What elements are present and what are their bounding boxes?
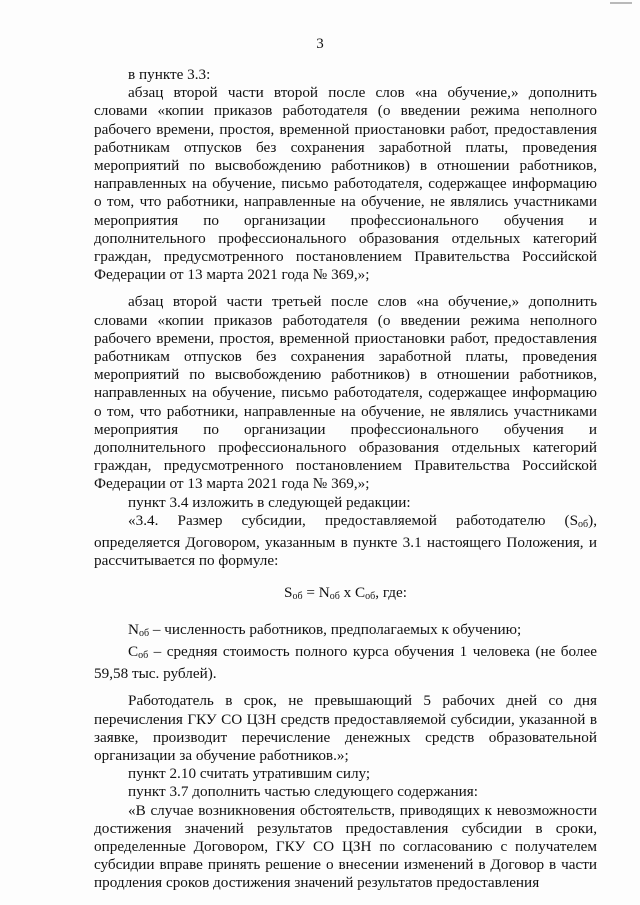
subsidy-formula: $S_{об} = N_{об}$ x $C_{об}$, где: — [284, 584, 407, 603]
paragraph-circumstances: «В случае возникновения обстоятельств, приводящих к невозможности достижения значений результатов предоставления субсидии в сроки, определенные Договором, ГКУ СО ЦЗН по согласованию с получателем субсидии вправе принять решение о внесении изменений в Договор в части продления сроков достижения значений результатов предоставления — [94, 801, 597, 892]
paragraph-clause-3-3: в пункте 3.3: — [128, 66, 211, 83]
paragraph-clause-2-10: пункт 2.10 считать утратившим силу; — [128, 765, 371, 783]
scan-mark — [610, 2, 632, 4]
paragraph-part-two-amendment: абзац второй части второй после слов «на обучение,» дополнить словами «копии приказов работодателя (о введении режима неполного рабочего времени, простоя, временной приостановки работ, предоставления работникам отпусков без сохранения заработной платы, проведения мероприятий по высвобождению работников) в отношении работников, направленных на обучение, письмо работодателя, содержащее информацию о том, что работники, направленные на обучение, не являлись участниками мероприятия по организации профессионального обучения и дополнительного профессионального образования отдельных категорий граждан, предусмотренного постановлением Правительства Российской Федерации от 13 марта 2021 года № 369,»; — [94, 84, 597, 284]
page-number: 3 — [316, 36, 324, 52]
paragraph-employer-transfer: Работодатель в срок, не превышающий 5 рабочих дней со дня перечисления ГКУ СО ЦЗН средств предоставляемой субсидии, указанной в заявке, производит перечисление денежных средств образовательной организации за обучение работников.»; — [94, 692, 597, 764]
paragraph-clause-3-4-intro: пункт 3.4 изложить в следующей редакции: — [128, 493, 411, 511]
paragraph-part-three-amendment: абзац второй части третьей после слов «на обучение,» дополнить словами «копии приказов работодателя (о введении режима неполного рабочего времени, простоя, временной приостановки работ, предоставления работникам отпусков без сохранения заработной платы, проведения мероприятий по высвобождению работников) в отношении работников, направленных на обучение, письмо работодателя, содержащее информацию о том, что работники, направленные на обучение, не являлись участниками мероприятия по организации профессионального обучения и дополнительного профессионального образования отдельных категорий граждан, предусмотренного постановлением Правительства Российской Федерации от 13 марта 2021 года № 369,»; — [94, 293, 597, 493]
paragraph-c-definition: $C_{об}$ – средняя стоимость полного курса обучения 1 человека (не более 59,58 тыс. рублей). — [94, 642, 597, 683]
paragraph-clause-3-4-text: «3.4. Размер субсидии, предоставляемой работодателю $(S_{об})$, определяется Договором, указанным в пункте 3.1 настоящего Положения, и рассчитывается по формуле: — [94, 511, 597, 570]
document-body — [94, 66, 597, 893]
paragraph-n-definition: $N_{об}$ – численность работников, предполагаемых к обучению; — [128, 620, 522, 639]
paragraph-clause-3-7: пункт 3.7 дополнить частью следующего содержания: — [128, 783, 478, 801]
